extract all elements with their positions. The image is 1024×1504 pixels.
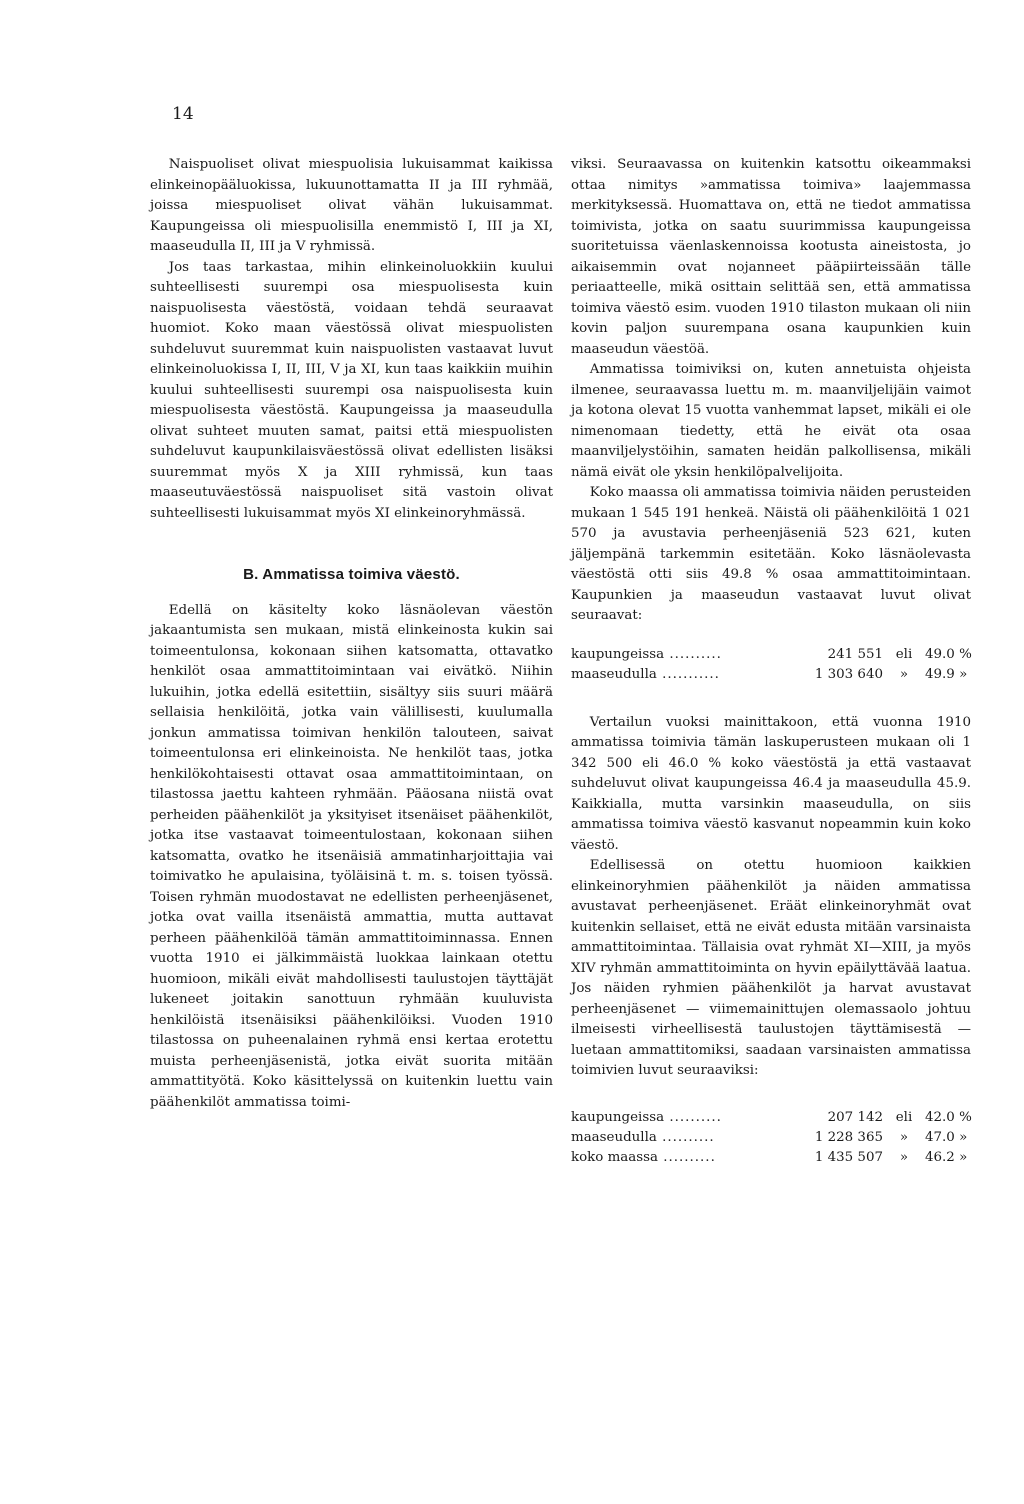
stats-eli: eli xyxy=(895,1109,913,1125)
left-column xyxy=(150,155,553,1113)
paragraph: Edellisessä on otettu huomioon kaikkien elinkeinoryhmien päähenkilöt ja näiden ammatissa avustavat perheenjäsenet. Eräät elinkeinoryhmät ovat kuitenkin sellaiset, että ne eivät edusta mitään varsinaista ammattitoimintaa. Tällaisia ovat ryhmät XI—XIII, ja myös XIV ryhmän ammattitoiminta on hyvin epäilyttävää laatua. Jos näiden ryhmien päähenkilöt ja harvat avustavat perheenjäsenet — viimemainittujen olemassaolo johtuu ilmeisesti virheellisestä taulustojen täyttämisestä — luetaan ammattitomiksi, saadaan varsinaisten ammatissa toimivien luvut seuraaviksi: xyxy=(571,858,971,1078)
stats-label: kaupungeissa xyxy=(571,1109,665,1125)
right-column xyxy=(571,155,971,1168)
stats-row: kaupungeissa .......... 207 142 eli 42.0 % xyxy=(571,1108,971,1128)
stats-value: 1 228 365 xyxy=(814,1129,883,1145)
paragraph: Koko maassa oli ammatissa toimivia näiden perusteiden mukaan 1 545 191 henkeä. Näistä oli päähenkilöitä 1 021 570 ja avustavia perheenjäseniä 523 621, kuten jäljempänä tarkemmin esitetään. Koko läsnäolevasta väestöstä otti siis 49.8 % osaa ammattitoimintaan. Kaupunkien ja maaseudun vastaavat luvut olivat seuraavat: xyxy=(571,485,971,623)
stats-eli: » xyxy=(899,1149,909,1165)
stats-row: kaupungeissa .......... 241 551 eli 49.0 % xyxy=(571,645,971,665)
stats-label: maaseudulla xyxy=(571,666,657,682)
stats-row: koko maassa .......... 1 435 507 » 46.2 » xyxy=(571,1148,971,1168)
paragraph: Naispuoliset olivat miespuolisia lukuisammat kaikissa elinkeinopääluokissa, lukuunottamatta II ja III ryhmää, joissa miespuoliset olivat vähän lukuisammat. Kaupungeissa oli miespuolisilla enemmistö I, III ja XI, maaseudulla II, III ja V ryhmissä. xyxy=(150,157,553,254)
paragraph: Vertailun vuoksi mainittakoon, että vuonna 1910 ammatissa toimivia tämän laskuperusteen mukaan oli 1 342 500 eli 46.0 % koko väestöstä ja että vastaavat suhdeluvut olivat kaupungeissa 46.4 ja maaseudulla 45.9. Kaikkialla, mutta varsinkin maaseudulla, on siis ammatissa toimiva väestö kasvanut nopeammin kuin koko väestö. xyxy=(571,714,971,853)
section-heading: B. Ammatissa toimiva väestö. xyxy=(243,566,460,583)
stats-row: maaseudulla ........... 1 303 640 » 49.9 » xyxy=(571,665,971,685)
stats-table xyxy=(571,1108,971,1168)
stats-label: maaseudulla xyxy=(571,1129,657,1145)
paragraph: Ammatissa toimiviksi on, kuten annetuista ohjeista ilmenee, seuraavassa luettu m. m. maanviljelijäin vaimot ja kotona olevat 15 vuotta vanhemmat lapset, mikäli ei ole nimenomaan tiedetty, että he eivät ota osaa maanviljelystöihin, samaten heidän palkollisensa, mikäli nämä eivät ole yksin henkilöpalvelijoita. xyxy=(571,362,971,480)
stats-percent: 42.0 % xyxy=(925,1109,972,1125)
paragraph: Edellä on käsitelty koko läsnäolevan väestön jakaantumista sen mukaan, mistä elinkeinosta kukin sai toimeentulonsa, kokonaan siihen katsomatta, ottavatko henkilöt osaa ammattitoimintaan vai eivätkö. Niihin lukuihin, jotka edellä esitettiin, sisältyy siis suuri määrä sellaisia henkilöitä, jotka vain välillisesti, kuulumalla jonkun ammatissa toimivan henkilön talouteen, saivat toimeentulonsa eri elinkeinoista. Ne henkilöt taas, jotka henkilökohtaisesti ottavat osaa ammattitoimintaan, on tilastossa jaettu kahteen ryhmään. Pääosana niistä ovat perheiden päähenkilöt ja yksityiset itsenäiset päähenkilöt, jotka itse vastaavat toimeentulostaan, kokonaan siihen katsomatta, ovatko he itsenäisiä ammatinharjoittajia vai toimivatko he apulaisina, työläisinä t. m. s. toisen työssä. Toisen ryhmän muodostavat ne edellisten perheenjäsenet, jotka ovat vailla itsenäistä ammattia, mutta auttavat perheen päähenkilöä tämän ammattitoiminnassa. Ennen vuotta 1910 ei jälkimmäistä luokkaa lainkaan otettu huomioon, mikäli eivät mahdollisesti taulustojen täyttäjät lukeneet joitakin sanottuun ryhmään kuuluvista henkilöistä itsenäisiksi päähenkilöiksi. Vuoden 1910 tilastossa on puheenalainen ryhmä ensi kertaa erotettu muista perheenjäsenistä, jotka eivät suorita mitään ammattityötä. Koko käsittelyssä on kuitenkin luettu vain päähenkilöt ammatissa toimi- xyxy=(150,602,553,1110)
stats-percent: 47.0 » xyxy=(925,1129,968,1145)
stats-percent: 49.0 % xyxy=(925,646,972,662)
stats-label: kaupungeissa xyxy=(571,646,665,662)
stats-percent: 46.2 » xyxy=(925,1149,968,1165)
stats-eli: » xyxy=(899,666,909,682)
stats-label: koko maassa xyxy=(571,1149,658,1165)
stats-value: 241 551 xyxy=(827,646,883,662)
stats-value: 207 142 xyxy=(827,1109,883,1125)
stats-percent: 49.9 » xyxy=(925,666,968,682)
stats-value: 1 303 640 xyxy=(814,666,883,682)
stats-eli: eli xyxy=(895,646,913,662)
stats-row: maaseudulla .......... 1 228 365 » 47.0 » xyxy=(571,1128,971,1148)
paragraph: viksi. Seuraavassa on kuitenkin katsottu oikeammaksi ottaa nimitys »ammatissa toimiva» laajemmassa merkityksessä. Huomattava on, että ne tiedot ammatissa toimivista, jotka on saatu suurimmissa kaupungeissa suoritetuissa väenlaskennoissa kootusta aineistosta, jo aikaisemmin ovat nojanneet pääpiirteissään tälle periaatteelle, mikä osittain selittää sen, että ammatissa toimiva väestö esim. vuoden 1910 tilaston mukaan oli niin kovin paljon suurempana osana kaupunkien kuin maaseudun väestöä. xyxy=(571,157,971,357)
paragraph: Jos taas tarkastaa, mihin elinkeinoluokkiin kuului suhteellisesti suurempi osa miespuolisesta kuin naispuolisesta väestöstä, voidaan tehdä seuraavat huomiot. Koko maan väestössä olivat miespuolisten suhdeluvut suuremmat kuin naispuolisten vastaavat luvut elinkeinoluokissa I, II, III, V ja XI, kun taas kaikkiin muihin kuului suhteellisesti suurempi osa naispuolisesta kuin miespuolisesta väestöstä. Kaupungeissa ja maaseudulla olivat suhteet muuten samat, paitsi että miespuolisten suhdeluvut kaupunkilaisväestössä olivat edellisten lisäksi suuremmat myös X ja XIII ryhmissä, kun taas maaseutuväestössä naispuoliset sitä vastoin olivat suhteellisesti lukuisammat myös XI elinkeinoryhmässä. xyxy=(150,259,553,521)
page-number: 14 xyxy=(172,104,194,124)
stats-table xyxy=(571,645,971,685)
stats-value: 1 435 507 xyxy=(814,1149,883,1165)
stats-eli: » xyxy=(899,1129,909,1145)
